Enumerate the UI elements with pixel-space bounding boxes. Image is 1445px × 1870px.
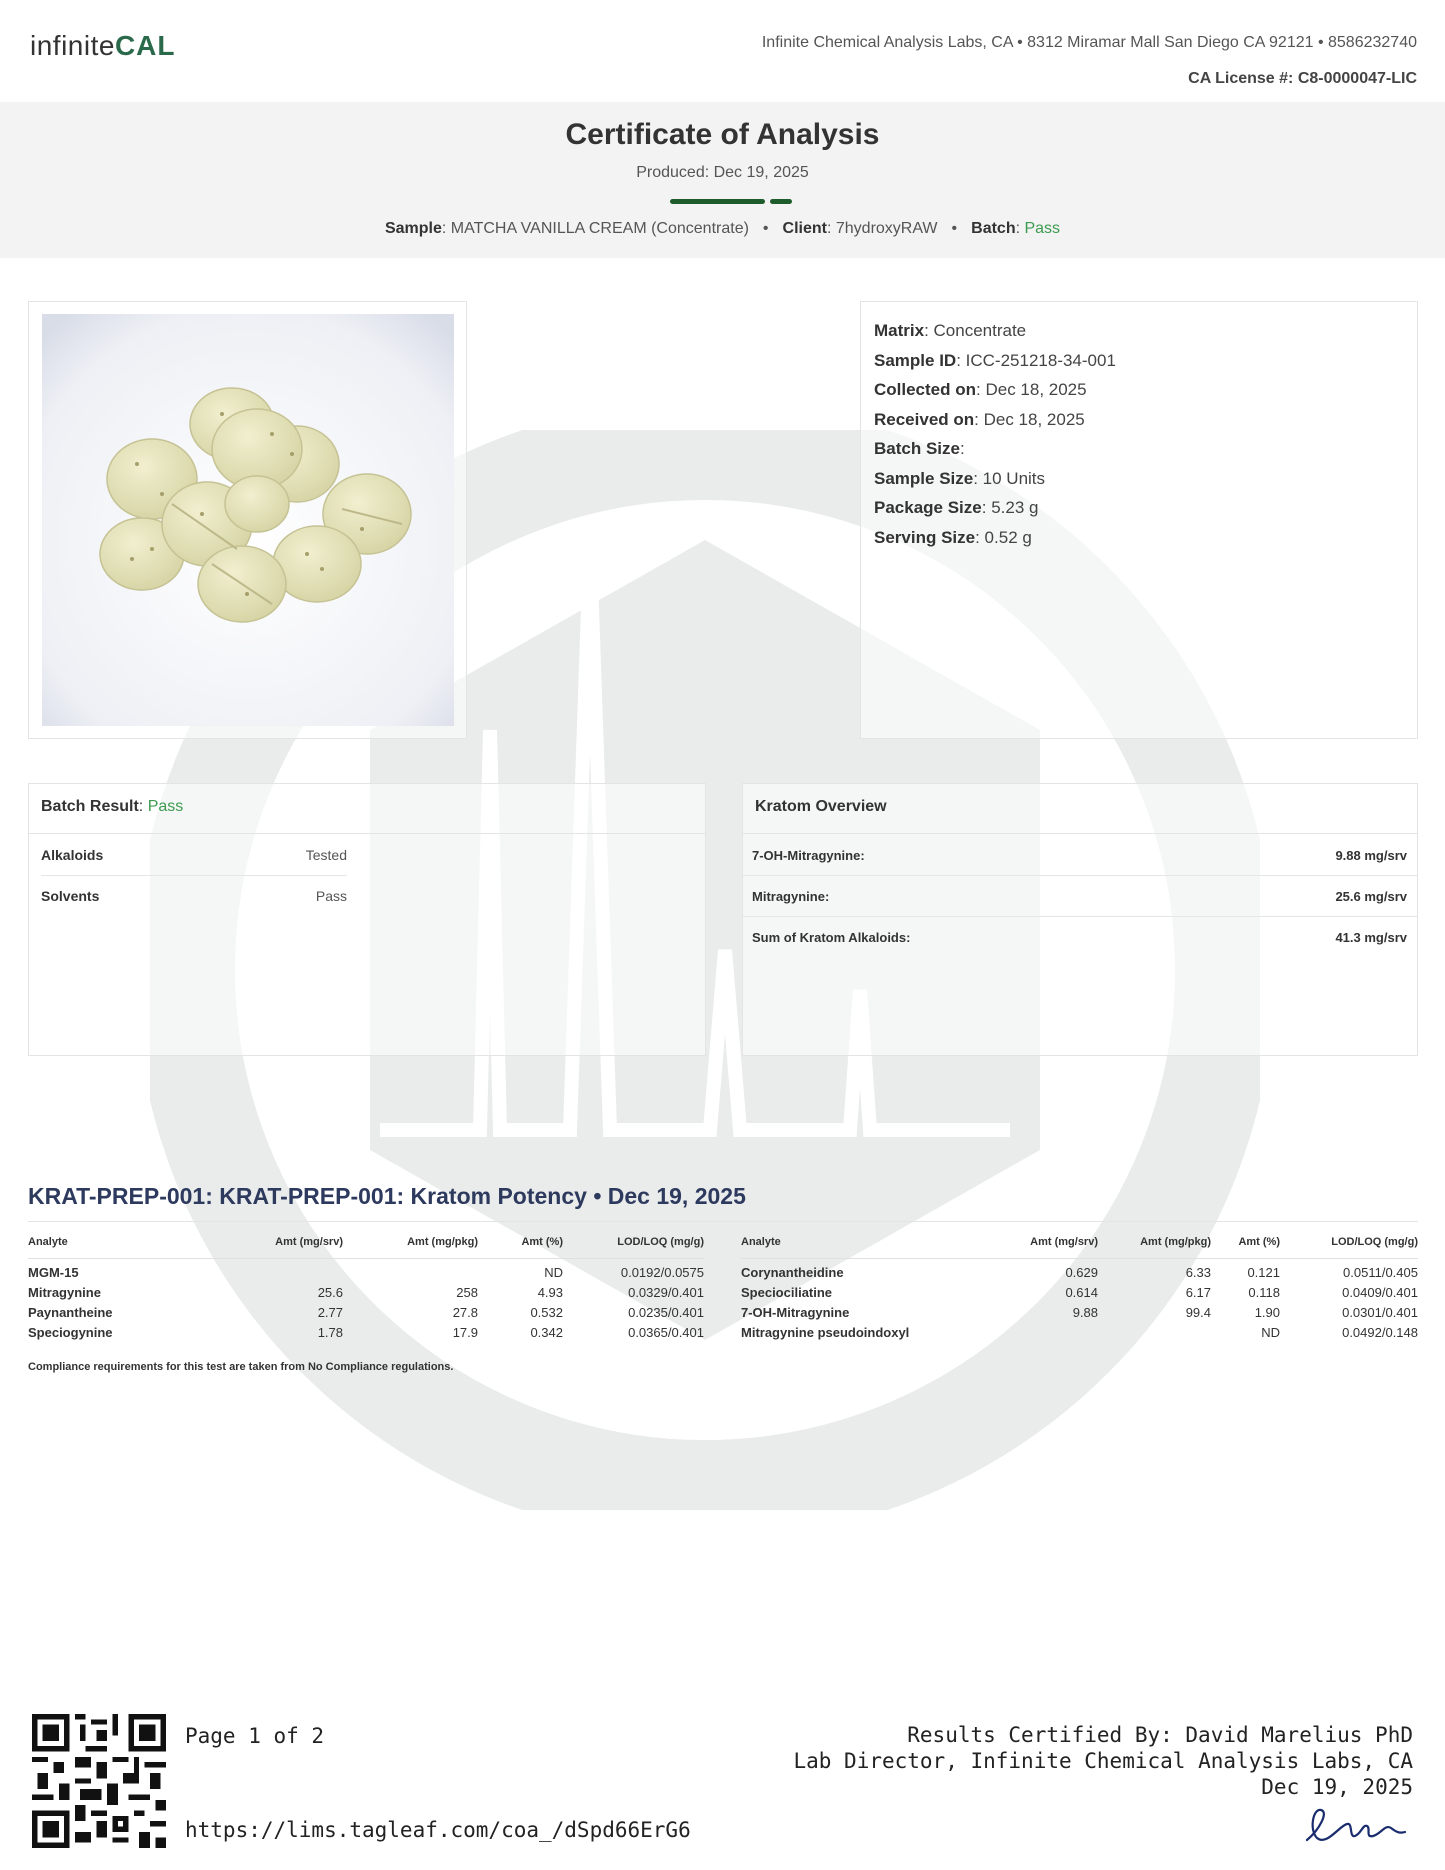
batch-status: Pass — [1024, 220, 1061, 237]
company-logo: infiniteCAL — [30, 30, 176, 61]
table-header-row: Analyte Amt (mg/srv) Amt (mg/pkg) Amt (%) LOD/LOQ (mg/g) — [28, 1226, 704, 1258]
info-row-package-size: Package Size: 5.23 g — [874, 498, 1039, 517]
info-row-batch-size: Batch Size: — [874, 439, 965, 458]
info-row-sample-id: Sample ID: ICC-251218-34-001 — [874, 350, 1116, 370]
accent-bars — [670, 199, 792, 204]
signature-icon — [1299, 1800, 1409, 1850]
compliance-note: Compliance requirements for this test are taken from No Compliance regulations. — [28, 1361, 454, 1373]
batch-result-box — [28, 783, 706, 1056]
page-title: Certificate of Analysis — [565, 118, 880, 151]
batch-label: Batch — [971, 220, 1016, 237]
certifier-role: Lab Director, Infinite Chemical Analysis Labs, CA — [793, 1749, 1413, 1773]
coa-url-link[interactable]: https://lims.tagleaf.com/coa_/dSpd66ErG6 — [185, 1818, 691, 1842]
result-row-alkaloids: Alkaloids Tested — [41, 835, 347, 876]
lab-address: Infinite Chemical Analysis Labs, CA • 8312 Miramar Mall San Diego CA 92121 • 8586232740 — [761, 34, 1417, 51]
table-row: Speciociliatine 0.614 6.17 0.118 0.0409/0.401 — [741, 1284, 1418, 1300]
license-number: CA License #: C8-0000047-LIC — [1188, 70, 1417, 87]
kratom-overview-header: Kratom Overview — [743, 784, 1417, 834]
client-label: Client — [782, 220, 827, 237]
certification-block — [793, 1722, 1413, 1800]
table-row: MGM-15 ND 0.0192/0.0575 — [28, 1264, 704, 1280]
qr-code-icon[interactable] — [32, 1714, 166, 1848]
divider — [28, 1221, 1418, 1222]
accent-bar-long — [670, 199, 765, 204]
table-row: Speciogynine 1.78 17.9 0.342 0.0365/0.401 — [28, 1324, 704, 1340]
info-row-matrix: Matrix: Concentrate — [874, 321, 1027, 340]
sample-info-box — [860, 301, 1418, 739]
table-row: Mitragynine 25.6 258 4.93 0.0329/0.401 — [28, 1284, 704, 1300]
client-value: : 7hydroxyRAW — [826, 220, 938, 237]
batch-result-header: Batch Result: Pass — [29, 784, 705, 834]
sample-summary: Sample: MATCHA VANILLA CREAM (Concentrate) • Client: 7hydroxyRAW • Batch: Pass — [384, 220, 1061, 237]
info-row-sample-size: Sample Size: 10 Units — [874, 468, 1046, 488]
info-row-collected-on: Collected on: Dec 18, 2025 — [874, 380, 1087, 399]
page-number: Page 1 of 2 — [185, 1724, 325, 1748]
sample-value: : MATCHA VANILLA CREAM (Concentrate) — [441, 220, 749, 237]
table-header-row: Analyte Amt (mg/srv) Amt (mg/pkg) Amt (%) LOD/LOQ (mg/g) — [741, 1226, 1418, 1258]
kratom-row-sum: Sum of Kratom Alkaloids: 41.3 mg/srv — [752, 930, 1407, 945]
result-row-solvents: Solvents Pass — [41, 888, 347, 904]
potency-table-right — [741, 1226, 1418, 1342]
kratom-row-7oh: 7-OH-Mitragynine: 9.88 mg/srv — [743, 835, 1417, 876]
product-photo-tablets — [42, 314, 454, 726]
bullet-separator: • — [762, 220, 769, 237]
batch-result-status: Pass — [147, 798, 184, 815]
table-row: Mitragynine pseudoindoxyl ND 0.0492/0.148 — [741, 1324, 1418, 1340]
table-row: Paynantheine 2.77 27.8 0.532 0.0235/0.401 — [28, 1304, 704, 1320]
sample-label: Sample — [384, 220, 442, 237]
product-photo-box — [28, 301, 467, 739]
certified-by: Results Certified By: David Marelius PhD — [907, 1723, 1413, 1747]
info-row-received-on: Received on: Dec 18, 2025 — [874, 409, 1085, 429]
certification-date: Dec 19, 2025 — [1261, 1775, 1413, 1799]
sample-info-list — [874, 316, 1116, 552]
title-band — [0, 102, 1445, 258]
bullet-separator: • — [951, 220, 958, 237]
potency-table-left — [28, 1226, 704, 1342]
table-row: Corynantheidine 0.629 6.33 0.121 0.0511/0.405 — [741, 1264, 1418, 1280]
kratom-row-mitragynine: Mitragynine: 25.6 mg/srv — [743, 876, 1417, 917]
produced-date: Produced: Dec 19, 2025 — [636, 164, 809, 181]
accent-bar-short — [770, 199, 792, 204]
info-row-serving-size: Serving Size: 0.52 g — [874, 527, 1032, 547]
potency-section-title: KRAT-PREP-001: KRAT-PREP-001: Kratom Potency • Dec 19, 2025 — [28, 1183, 746, 1209]
table-row: 7-OH-Mitragynine 9.88 99.4 1.90 0.0301/0.401 — [741, 1304, 1418, 1320]
kratom-overview-box — [742, 783, 1418, 1056]
